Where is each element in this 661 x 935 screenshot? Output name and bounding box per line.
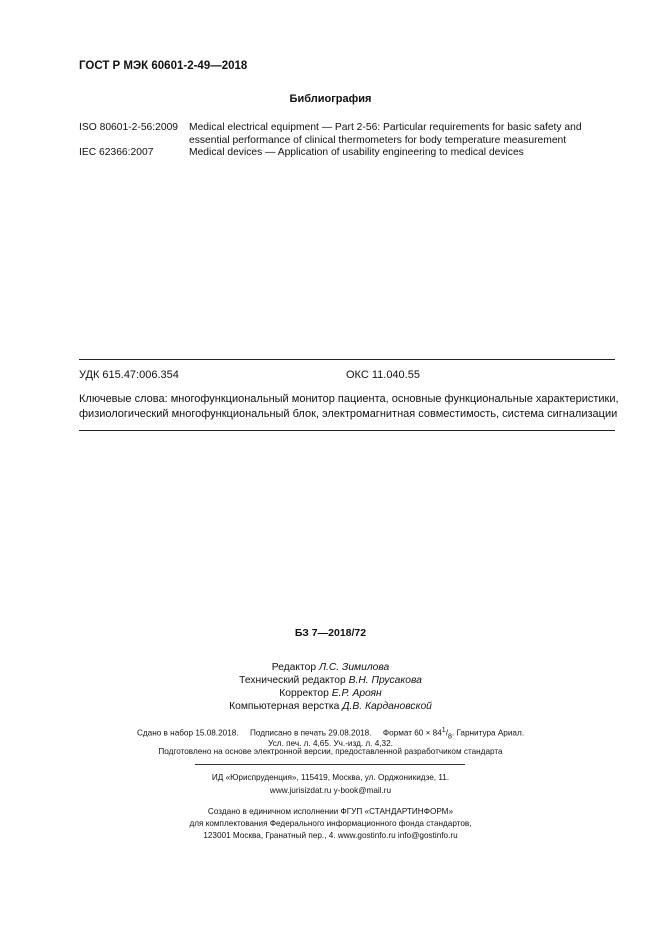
staff-role: Технический редактор (239, 675, 346, 686)
bibliography-title: Библиография (289, 93, 372, 105)
staff-role: Компьютерная верстка (229, 701, 340, 712)
staff-name: В.Н. Прусакова (348, 675, 422, 686)
print-source-note: Подготовлено на основе электронной версии, предоставленной разработчиком стандарта (158, 747, 503, 756)
bibliography-code: IEC 62366:2007 (79, 147, 154, 158)
oks-code: ОКС 11.040.55 (346, 369, 420, 381)
print-signed: Подписано в печать 29.08.2018. (249, 728, 372, 738)
publisher-address: ИД «Юриспруденция», 115419, Москва, ул. Орджоникидзе, 11. (211, 773, 450, 782)
divider (195, 764, 465, 765)
staff-name: Д.В. Кардановской (342, 701, 432, 712)
staff-line (0, 662, 661, 675)
staff-role: Корректор (279, 688, 329, 699)
creator-line: Создано в единичном исполнении ФГУП «СТАНДАРТИНФОРМ» (207, 807, 454, 816)
keywords: Ключевые слова: многофункциональный монитор пациента, основные функциональные характеристики, физиологический многофункциональный блок, электромагнитная совместимость, система сигнализации (79, 393, 619, 420)
staff-line (0, 701, 661, 714)
format-fraction-numerator: 1 (441, 727, 446, 734)
creator-contacts: 123001 Москва, Гранатный пер., 4. www.gostinfo.ru info@gostinfo.ru (203, 831, 458, 840)
staff-line (0, 675, 661, 688)
print-details: Сдано в набор 15.08.2018. Подписано в печать 29.08.2018. Формат $60 \times 84^1/_8$. Гарнитура Ариал. (136, 727, 525, 741)
bibliography-text: Medical devices — Application of usability engineering to medical devices (189, 147, 524, 158)
bibliography-code: ISO 80601-2-56:2009 (79, 122, 179, 133)
divider (79, 430, 615, 431)
bz-number: БЗ 7—2018/72 (294, 627, 367, 639)
creator-line: для комплектования Федерального информационного фонда стандартов, (189, 819, 472, 828)
bibliography-text: Medical electrical equipment — Part 2-56: Particular requirements for basic safety and essential performance of clinical thermometers for body temperature measurement (189, 122, 582, 146)
udk-code: УДК 615.47:006.354 (79, 369, 179, 381)
print-format: Формат 60 × 84 (382, 728, 442, 738)
print-font: . Гарнитура Ариал. (451, 728, 525, 738)
staff-name: Л.С. Зимилова (318, 662, 390, 673)
staff-line (0, 688, 661, 701)
divider (79, 359, 615, 360)
staff-role: Редактор (271, 662, 317, 673)
format-fraction-denominator: 8 (447, 733, 452, 741)
publisher-contacts: www.jurisizdat.ru y-book@mail.ru (269, 786, 392, 795)
print-sheets: Усл. печ. л. 4,65. Уч.-изд. л. 4,32. (268, 739, 393, 748)
print-submitted: Сдано в набор 15.08.2018. (136, 728, 239, 738)
document-header: ГОСТ Р МЭК 60601-2-49—2018 (79, 60, 248, 72)
staff-name: Е.Р. Ароян (331, 688, 382, 699)
